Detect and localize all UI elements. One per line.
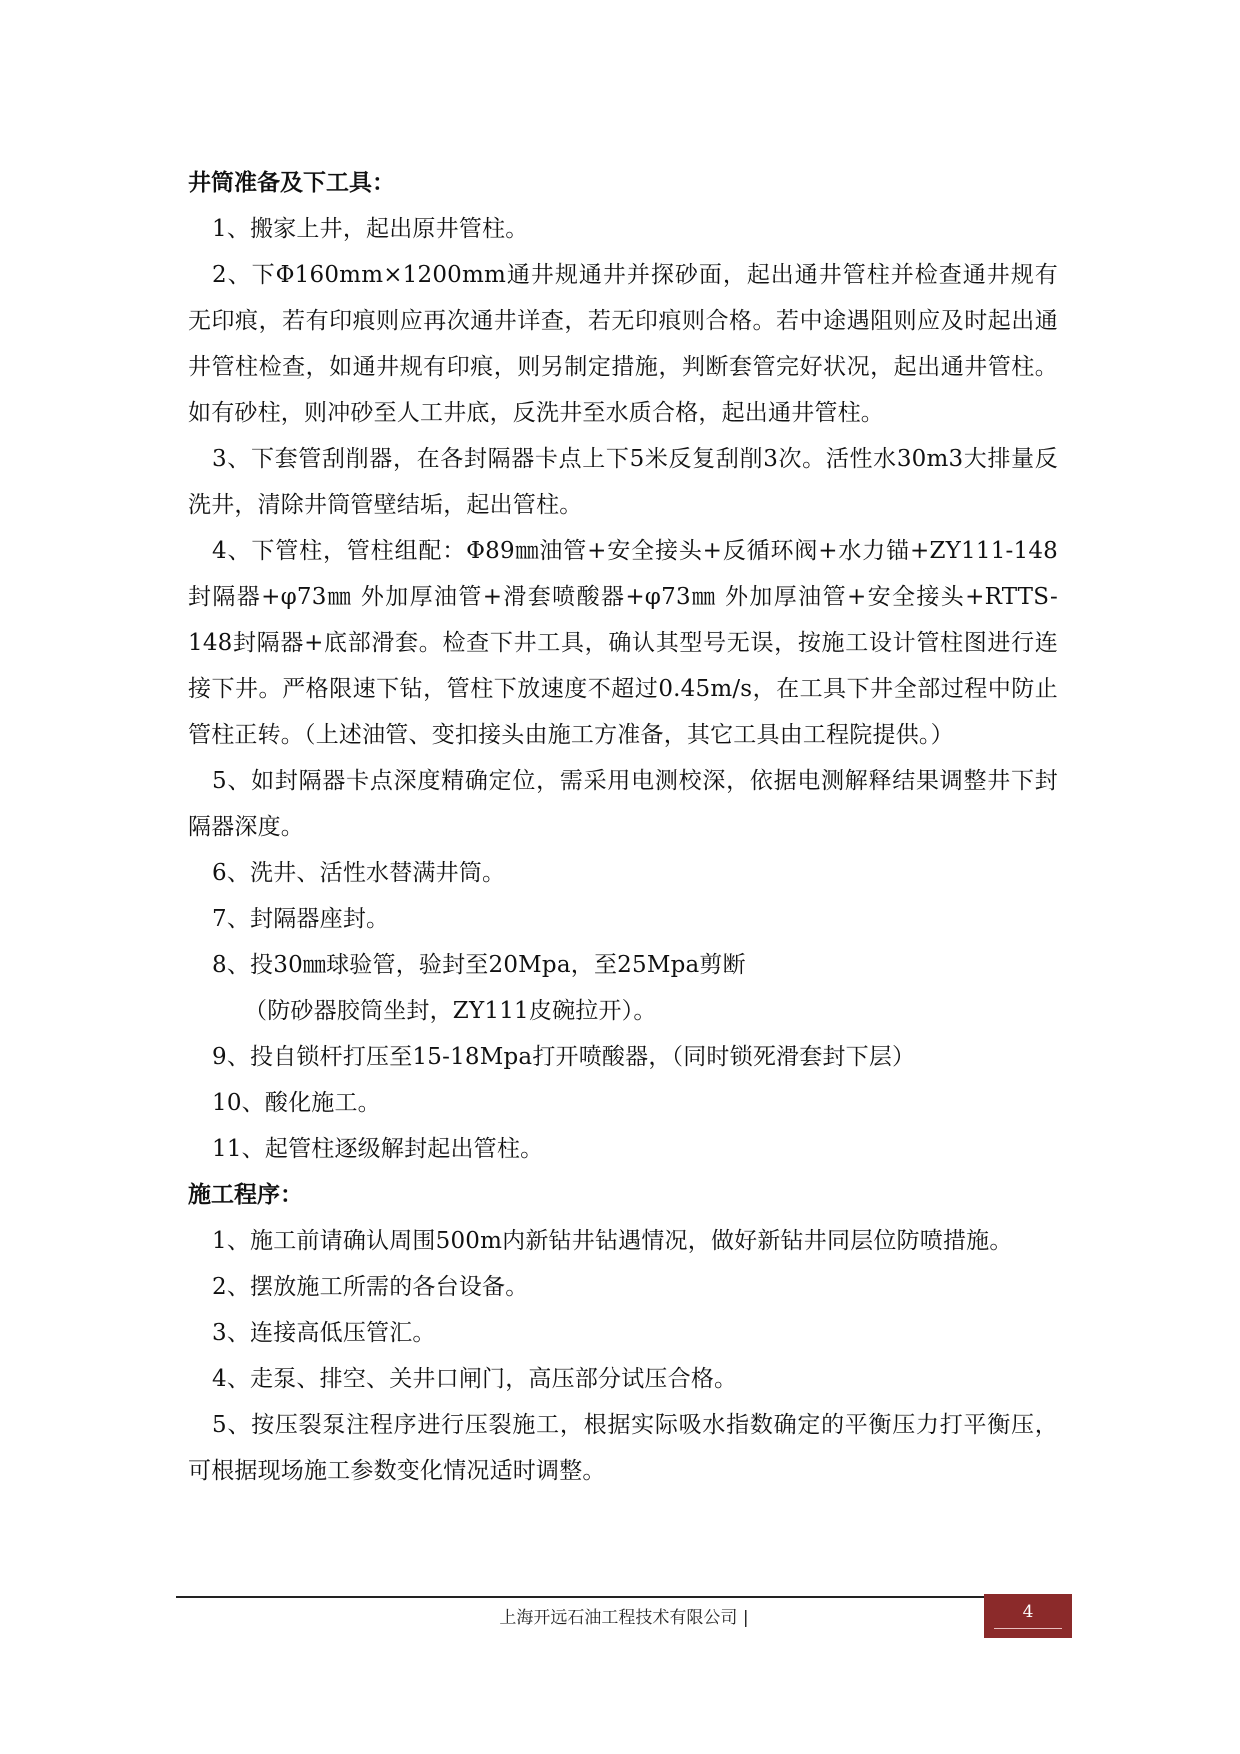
paragraph-item: 8、投30㎜球验管，验封至20Mpa，至25Mpa剪断 [212, 952, 746, 978]
paragraph-item: 2、下Φ160mm×1200mm通井规通井并探砂面，起出通井管柱并检查通井规有无印痕，若有印痕则应再次通井详查，若无印痕则合格。若中途遇阻则应及时起出通井管柱检查，如通井规有印痕，则另制定措施，判断套管完好状况，起出通井管柱。如有砂柱，则冲砂至人工井底，反洗井至水质合格，起出通井管柱。 [188, 262, 1058, 426]
paragraph-subnote: （防砂器胶筒坐封，ZY111皮碗拉开）。 [244, 998, 657, 1024]
paragraph-item: 10、酸化施工。 [212, 1090, 381, 1116]
page-number: 4 [1022, 1602, 1034, 1622]
page-number-underline [994, 1628, 1062, 1629]
section-heading-wellbore-prep: 井筒准备及下工具： [188, 170, 395, 196]
paragraph-item: 2、摆放施工所需的各台设备。 [212, 1274, 529, 1300]
paragraph-item: 5、如封隔器卡点深度精确定位，需采用电测校深，依据电测解释结果调整井下封隔器深度。 [188, 768, 1058, 840]
paragraph-item: 4、走泵、排空、关井口闸门，高压部分试压合格。 [212, 1366, 738, 1392]
paragraph-item: 3、连接高低压管汇。 [212, 1320, 436, 1346]
page-number-box [984, 1594, 1072, 1638]
footer-company-name: 上海开远石油工程技术有限公司 | [499, 1608, 749, 1628]
paragraph-item: 9、投自锁杆打压至15-18Mpa打开喷酸器，（同时锁死滑套封下层） [212, 1044, 916, 1070]
paragraph-item: 1、搬家上井，起出原井管柱。 [212, 216, 529, 242]
paragraph-item: 1、施工前请确认周围500m内新钻井钻遇情况，做好新钻井同层位防喷措施。 [212, 1228, 1013, 1254]
paragraph-item: 7、封隔器座封。 [212, 906, 390, 932]
paragraph-item: 6、洗井、活性水替满井筒。 [212, 860, 506, 886]
paragraph-item: 4、下管柱，管柱组配：Φ89㎜油管+安全接头+反循环阀+水力锚+ZY111-148封隔器+φ73㎜ 外加厚油管+滑套喷酸器+φ73㎜ 外加厚油管+安全接头+RTTS-148封隔器+底部滑套。检查下井工具，确认其型号无误，按施工设计管柱图进行连接下井。严格限速下钻，管柱下放速度不超过0.45m/s，在工具下井全部过程中防止管柱正转。（上述油管、变扣接头由施工方准备，其它工具由工程院提供。） [188, 538, 1058, 748]
paragraph-item: 11、起管柱逐级解封起出管柱。 [212, 1136, 544, 1162]
paragraph-item: 5、按压裂泵注程序进行压裂施工，根据实际吸水指数确定的平衡压力打平衡压，可根据现场施工参数变化情况适时调整。 [188, 1412, 1058, 1484]
document-body [188, 160, 1058, 1494]
paragraph-item: 3、下套管刮削器，在各封隔器卡点上下5米反复刮削3次。活性水30m3大排量反洗井，清除井筒管壁结垢，起出管柱。 [188, 446, 1058, 518]
section-heading-construction-procedure: 施工程序： [188, 1182, 303, 1208]
footer-divider [176, 1596, 1072, 1598]
